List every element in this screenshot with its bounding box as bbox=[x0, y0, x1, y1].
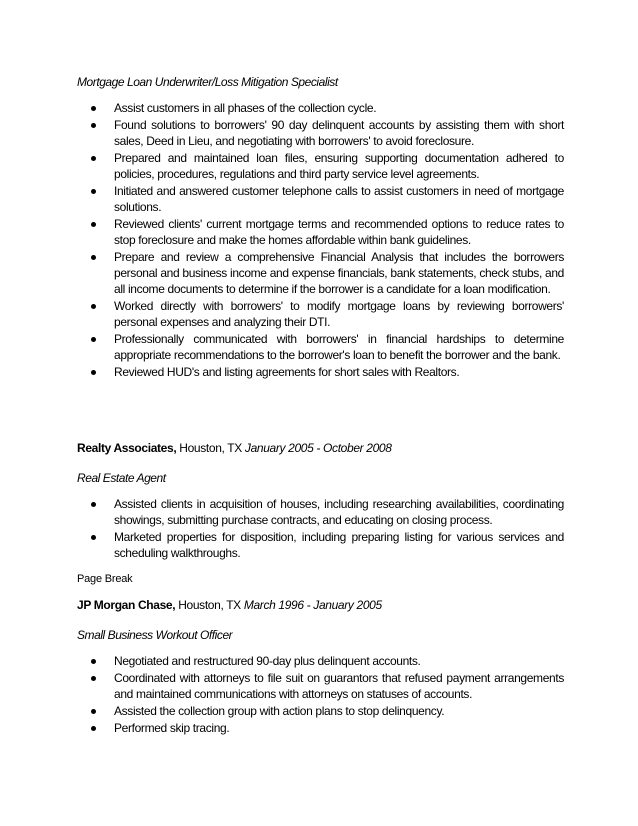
bullet-icon bbox=[91, 123, 96, 128]
employer-location: Houston, TX bbox=[175, 598, 244, 612]
bullet-icon bbox=[91, 304, 96, 309]
section-jp-morgan-chase bbox=[77, 597, 564, 737]
list-item: Performed skip tracing. bbox=[77, 720, 564, 736]
bullet-icon bbox=[91, 156, 96, 161]
list-item: Reviewed HUD's and listing agreements for short sales with Realtors. bbox=[77, 364, 564, 380]
duties-list bbox=[77, 496, 564, 561]
page-break-label: Page Break bbox=[77, 573, 133, 585]
bullet-icon bbox=[91, 337, 96, 342]
bullet-icon bbox=[91, 502, 96, 507]
bullet-icon bbox=[91, 189, 96, 194]
employer-line bbox=[77, 440, 564, 456]
list-item: Negotiated and restructured 90-day plus delinquent accounts. bbox=[77, 653, 564, 669]
bullet-icon bbox=[91, 370, 96, 375]
list-item: Reviewed clients' current mortgage terms and recommended options to reduce rates to stop foreclosure and make the homes affordable within bank guidelines. bbox=[77, 216, 564, 248]
list-item: Marketed properties for disposition, including preparing listing for various services and scheduling walkthroughs. bbox=[77, 529, 564, 561]
list-item: Prepared and maintained loan files, ensuring supporting documentation adhered to policies, procedures, regulations and third party service level agreements. bbox=[77, 150, 564, 182]
bullet-icon bbox=[91, 535, 96, 540]
page-break-marker bbox=[77, 572, 564, 586]
list-item: Assist customers in all phases of the collection cycle. bbox=[77, 100, 564, 116]
employment-dates: January 2005 - October 2008 bbox=[244, 441, 392, 455]
bullet-icon bbox=[91, 222, 96, 227]
employer-name: JP Morgan Chase, bbox=[77, 598, 176, 612]
employment-dates: March 1996 - January 2005 bbox=[243, 598, 382, 612]
duties-list bbox=[77, 100, 564, 380]
list-item: Coordinated with attorneys to file suit on guarantors that refused payment arrangements and maintained communications with attorneys on statuses of accounts. bbox=[77, 670, 564, 702]
list-item: Assisted clients in acquisition of houses, including researching availabilities, coordinating showings, submitting purchase contracts, and educating on closing process. bbox=[77, 496, 564, 528]
section-loss-mitigation bbox=[77, 74, 564, 381]
bullet-icon bbox=[91, 676, 96, 681]
employer-location: Houston, TX bbox=[176, 441, 245, 455]
list-item: Assisted the collection group with action plans to stop delinquency. bbox=[77, 703, 564, 719]
employer-name: Realty Associates, bbox=[77, 441, 177, 455]
duties-list bbox=[77, 653, 564, 736]
bullet-icon bbox=[91, 255, 96, 260]
bullet-icon bbox=[91, 726, 96, 731]
list-item: Prepare and review a comprehensive Financial Analysis that includes the borrowers personal and business income and expense financials, bank statements, check stubs, and all income documents to determine if the borrower is a candidate for a loan modification. bbox=[77, 249, 564, 297]
list-item: Professionally communicated with borrowers' in financial hardships to determine appropriate recommendations to the borrower's loan to benefit the borrower and the bank. bbox=[77, 331, 564, 363]
bullet-icon bbox=[91, 659, 96, 664]
job-title: Small Business Workout Officer bbox=[77, 628, 233, 642]
list-item: Found solutions to borrowers' 90 day delinquent accounts by assisting them with short sales, Deed in Lieu, and negotiating with borrowers' to avoid foreclosure. bbox=[77, 117, 564, 149]
list-item: Worked directly with borrowers' to modify mortgage loans by reviewing borrowers' personal expenses and analyzing their DTI. bbox=[77, 298, 564, 330]
bullet-icon bbox=[91, 106, 96, 111]
employer-line bbox=[77, 597, 564, 613]
list-item: Initiated and answered customer telephone calls to assist customers in need of mortgage solutions. bbox=[77, 183, 564, 215]
bullet-icon bbox=[91, 709, 96, 714]
job-title: Real Estate Agent bbox=[77, 471, 166, 485]
section-realty-associates bbox=[77, 440, 564, 562]
job-title: Mortgage Loan Underwriter/Loss Mitigation Specialist bbox=[77, 75, 338, 89]
